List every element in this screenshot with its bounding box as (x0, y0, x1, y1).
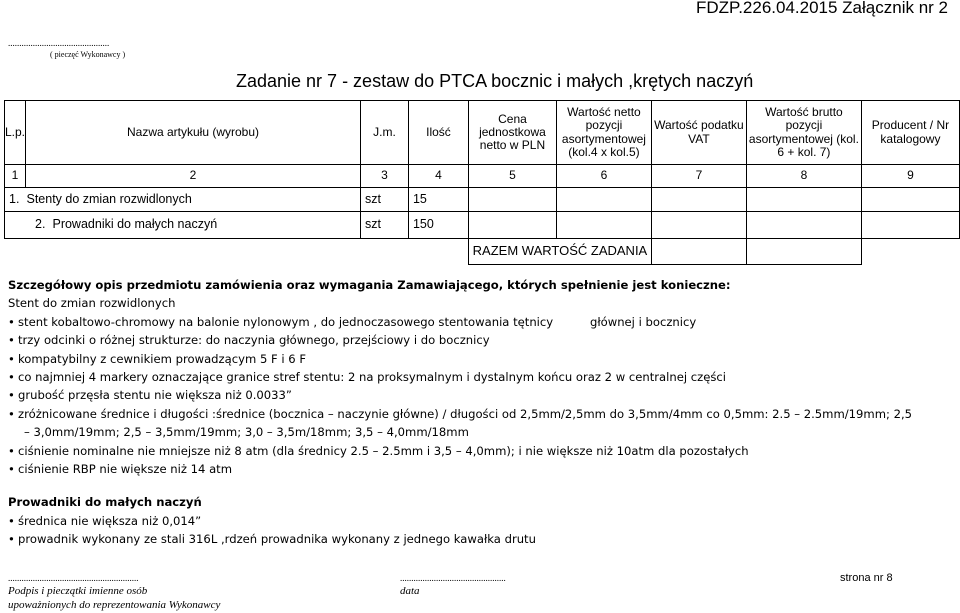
row-qty: 150 (408, 212, 468, 239)
row-jm: szt (361, 188, 409, 212)
description-subheading: Stent do zmian rozwidlonych (8, 296, 176, 311)
list-item: • prowadnik wykonany ze stali 316L ,rdzeń prowadnika wykonany z jednego kawałka drutu (8, 530, 953, 548)
header-gross: Wartość brutto pozycji asortymentowej (kol. 6 + kol. 7) (746, 101, 861, 165)
col-number: 2 (26, 165, 361, 188)
col-number: 3 (361, 165, 409, 188)
description-heading: Szczegółowy opis przedmiotu zamówienia oraz wymagania Zamawiającego, których spełnienie jest konieczne: (8, 278, 731, 292)
col-number: 5 (468, 165, 556, 188)
list-item: • ciśnienie nominalne nie mniejsze niż 8 atm (dla średnicy 2.5 – 2.5mm i 3,5 – 4,0mm); i nie większe niż 10atm dla pozostałych (8, 442, 953, 460)
col-number: 4 (408, 165, 468, 188)
list-item: • średnica nie większa niż 0,014” (8, 512, 953, 530)
section2-heading: Prowadniki do małych naczyń (8, 495, 202, 510)
row-item (5, 212, 361, 239)
description-block (8, 276, 953, 549)
total-row (5, 239, 960, 265)
col-number: 6 (556, 165, 651, 188)
list-item: • grubość przęsła stentu nie większa niż 0.0033” (8, 386, 953, 404)
date-label: data (400, 585, 420, 597)
header-producer: Producent / Nr katalogowy (861, 101, 959, 165)
list-item: • zróżnicowane średnice i długości :średnice (bocznica – naczynie główne) / długości od 2,5mm/2,5mm do 3,5mm/4mm co 0,5mm: 2.5 – 2.5mm/19mm; 2,5 (8, 405, 953, 423)
list-item: • ciśnienie RBP nie większe niż 14 atm (8, 460, 953, 478)
row-name: Prowadniki do małych naczyń (52, 217, 218, 232)
col-number: 1 (5, 165, 26, 188)
header-jm: J.m. (361, 101, 409, 165)
header-price: Cena jednostkowa netto w PLN (468, 101, 556, 165)
list-item: • trzy odcinki o różnej strukturze: do naczynia głównego, przejściowy i do bocznicy (8, 331, 953, 349)
table-row (5, 188, 960, 212)
signature-dots: .......................................................... (8, 573, 139, 583)
row-qty: 15 (408, 188, 468, 212)
header-lp: L.p. (5, 101, 26, 165)
list-item: • kompatybilny z cewnikiem prowadzącym 5 F i 6 F (8, 350, 953, 368)
list-item-continuation: – 3,0mm/19mm; 2,5 – 3,5mm/19mm; 3,0 – 3,5m/18mm; 3,5 – 4,0mm/18mm (24, 425, 469, 440)
signature-label-line2: upoważnionych do reprezentowania Wykonawcy (8, 599, 221, 611)
col-number: 7 (651, 165, 746, 188)
stamp-label: ( pieczęć Wykonawcy ) (50, 50, 126, 59)
date-dots: ............................................... (400, 573, 506, 583)
table-row (5, 212, 960, 239)
header-vat: Wartość podatku VAT (651, 101, 746, 165)
page-number: strona nr 8 (840, 572, 893, 584)
col-number: 8 (746, 165, 861, 188)
page-title: Zadanie nr 7 - zestaw do PTCA bocznic i małych ,krętych naczyń (236, 71, 754, 91)
row-lp: 2. (35, 217, 46, 232)
document-reference: FDZP.226.04.2015 Załącznik nr 2 (696, 0, 948, 17)
total-label: RAZEM WARTOŚĆ ZADANIA (468, 239, 651, 265)
list-item: • stent kobaltowo-chromowy na balonie nylonowym , do jednoczasowego stentowania tętnicy głównej i bocznicy (8, 313, 953, 331)
total-gross (746, 239, 861, 265)
signature-label-line1: Podpis i pieczątki imienne osób (8, 585, 148, 597)
row-jm: szt (361, 212, 409, 239)
header-net: Wartość netto pozycji asortymentowej (kol.4 x kol.5) (556, 101, 651, 165)
header-qty: Ilość (408, 101, 468, 165)
row-item (5, 188, 361, 212)
stamp-dots: ............................................. (8, 38, 110, 48)
pricing-table (4, 100, 960, 265)
row-name: Stenty do zmian rozwidlonych (26, 191, 192, 206)
row-lp: 1. (9, 191, 20, 206)
header-name: Nazwa artykułu (wyrobu) (26, 101, 361, 165)
total-vat (651, 239, 746, 265)
col-number: 9 (861, 165, 959, 188)
list-item: • co najmniej 4 markery oznaczające granice stref stentu: 2 na proksymalnym i dystalnym końcu oraz 2 w centralnej części (8, 368, 953, 386)
